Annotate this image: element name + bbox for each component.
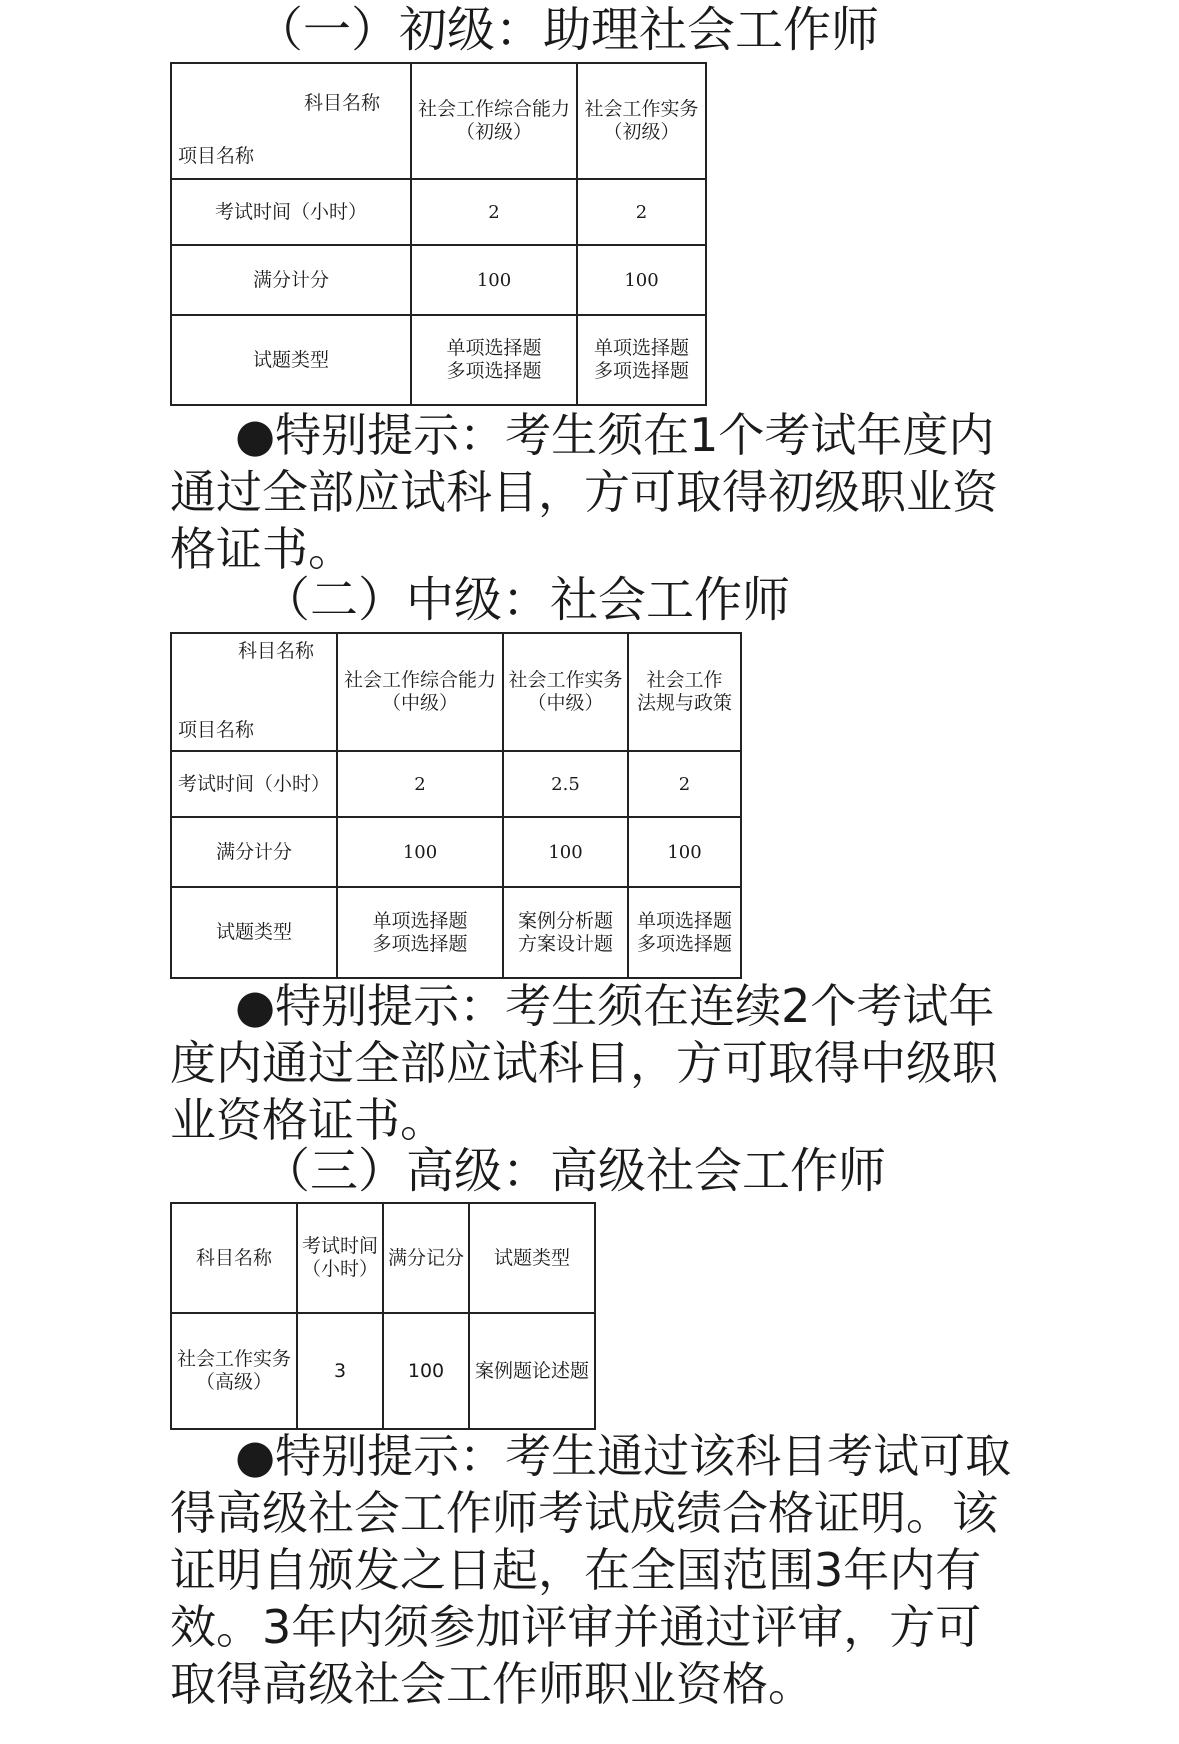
row-label: 试题类型	[171, 315, 411, 405]
table-corner-header	[171, 633, 337, 751]
table-row	[171, 751, 741, 817]
table-row	[171, 887, 741, 978]
corner-item-label: 项目名称	[178, 145, 255, 167]
section-2-table	[170, 632, 742, 979]
table-cell: 社会工作实务 （高级）	[171, 1313, 297, 1429]
table-cell: 案例分析题 方案设计题	[503, 887, 628, 978]
table-cell: 2	[411, 179, 577, 245]
column-header: 社会工作实务 （中级）	[503, 633, 628, 751]
corner-subject-label: 科目名称	[237, 640, 314, 662]
row-label: 满分计分	[171, 817, 337, 887]
table-cell: 100	[503, 817, 628, 887]
table-row	[171, 315, 706, 405]
table-row	[171, 1313, 595, 1429]
section-3-note: ●特别提示：考生通过该科目考试可取得高级社会工作师考试成绩合格证明。该证明自颁发之日起，在全国范围3年内有效。3年内须参加评审并通过评审，方可取得高级社会工作师职业资格。	[170, 1429, 1012, 1711]
table-cell: 案例题论述题	[469, 1313, 595, 1429]
section-3-table	[170, 1202, 596, 1430]
table-row	[171, 179, 706, 245]
section-1-note: ●特别提示：考生须在1个考试年度内通过全部应试科目，方可取得初级职业资格证书。	[170, 408, 998, 576]
section-2-title: （二）中级：社会工作师	[262, 572, 791, 628]
table-cell: 单项选择题 多项选择题	[577, 315, 706, 405]
row-label: 考试时间（小时）	[171, 751, 337, 817]
corner-item-label: 项目名称	[178, 719, 255, 741]
table-row	[171, 817, 741, 887]
table-cell: 100	[383, 1313, 469, 1429]
column-header: 社会工作综合能力 （中级）	[337, 633, 503, 751]
row-label: 考试时间（小时）	[171, 179, 411, 245]
table-cell: 2	[577, 179, 706, 245]
table-cell: 100	[628, 817, 741, 887]
row-label: 试题类型	[171, 887, 337, 978]
section-1-title: （一）初级：助理社会工作师	[255, 2, 880, 58]
section-2-note: ●特别提示：考生须在连续2个考试年度内通过全部应试科目，方可取得中级职业资格证书。	[170, 979, 998, 1147]
table-cell: 100	[337, 817, 503, 887]
column-header: 试题类型	[469, 1203, 595, 1313]
column-header: 社会工作 法规与政策	[628, 633, 741, 751]
table-cell: 100	[577, 245, 706, 315]
column-header: 社会工作实务 （初级）	[577, 63, 706, 179]
column-header: 科目名称	[171, 1203, 297, 1313]
row-label: 满分计分	[171, 245, 411, 315]
section-1-table	[170, 62, 707, 406]
table-cell: 单项选择题 多项选择题	[337, 887, 503, 978]
table-cell: 100	[411, 245, 577, 315]
table-row	[171, 245, 706, 315]
table-corner-header	[171, 63, 411, 179]
table-cell: 2	[337, 751, 503, 817]
table-cell: 3	[297, 1313, 383, 1429]
column-header: 社会工作综合能力 （初级）	[411, 63, 577, 179]
section-3-title: （三）高级：高级社会工作师	[262, 1143, 887, 1199]
table-cell: 单项选择题 多项选择题	[411, 315, 577, 405]
column-header: 考试时间 （小时）	[297, 1203, 383, 1313]
table-cell: 2.5	[503, 751, 628, 817]
column-header: 满分记分	[383, 1203, 469, 1313]
table-cell: 单项选择题 多项选择题	[628, 887, 741, 978]
table-cell: 2	[628, 751, 741, 817]
corner-subject-label: 科目名称	[303, 92, 380, 114]
